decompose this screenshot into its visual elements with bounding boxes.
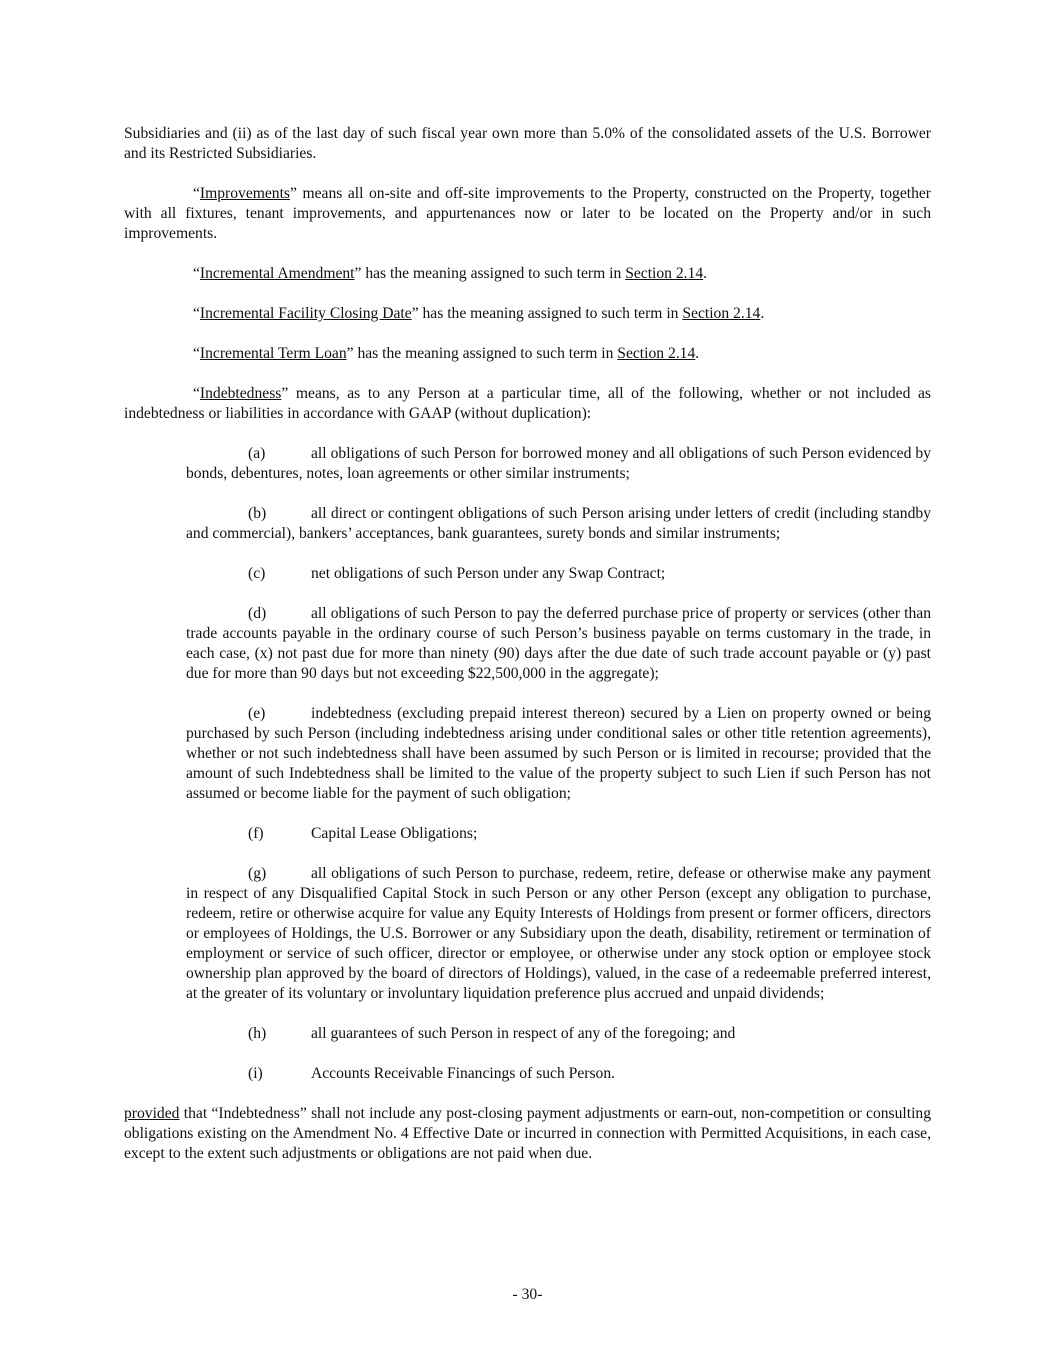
term-incremental-term-loan: Incremental Term Loan	[199, 345, 347, 362]
item-label: (f)	[248, 825, 264, 842]
term-incremental-facility-closing-date: Incremental Facility Closing Date	[199, 305, 412, 322]
term-indebtedness: Indebtedness	[199, 385, 282, 402]
proviso-paragraph: provided that “Indebtedness” shall not include any post-closing payment adjustments or earn-out, non-competition or consulting obligations existing on the Amendment No. 4 Effective Date or incurred in connection with Permitted Acquisitions, in each case, except to the extent such adjustments or obligations are not paid when due.	[124, 1105, 931, 1162]
definition-indebtedness: “Indebtedness” means, as to any Person at a particular time, all of the following, whether or not included as indebtedness or liabilities in accordance with GAAP (without duplication):	[124, 385, 931, 422]
item-label: (b)	[248, 505, 267, 522]
list-item: (h) all guarantees of such Person in respect of any of the foregoing; and	[248, 1025, 736, 1042]
list-item: (b) all direct or contingent obligations of such Person arising under letters of credit (including standby and commercial), bankers’ acceptances, bank guarantees, surety bonds and similar instruments;	[186, 505, 931, 542]
document-page	[124, 124, 931, 1184]
item-label: (i)	[248, 1065, 263, 1082]
item-label: (d)	[248, 605, 267, 622]
list-item: (c) net obligations of such Person under any Swap Contract;	[248, 565, 666, 582]
definition-incremental-facility-closing-date: “Incremental Facility Closing Date” has the meaning assigned to such term in Section 2.14.	[193, 305, 765, 322]
term-incremental-amendment: Incremental Amendment	[199, 265, 355, 282]
definition-incremental-amendment: “Incremental Amendment” has the meaning assigned to such term in Section 2.14.	[193, 265, 708, 282]
definition-improvements: “Improvements” means all on-site and off-site improvements to the Property, constructed on the Property, together with all fixtures, tenant improvements, and appurtenances now or later to be located on the Property and/or in such improvements.	[124, 185, 931, 242]
intro-paragraph: Subsidiaries and (ii) as of the last day of such fiscal year own more than 5.0% of the consolidated assets of the U.S. Borrower and its Restricted Subsidiaries.	[124, 125, 931, 162]
list-item: (g) all obligations of such Person to purchase, redeem, retire, defease or otherwise make any payment in respect of any Disqualified Capital Stock in such Person or any other Person (except any obligation to purchase, redeem, retire or otherwise acquire for value any Equity Interests of Holdings from present or former officers, directors or employees of Holdings, the U.S. Borrower or any Subsidiary upon the death, disability, retirement or termination of employment or service of such officer, director or employee, or otherwise under any stock option or employee stock ownership plan approved by the board of directors of Holdings), valued, in the case of a redeemable preferred interest, at the greater of its voluntary or involuntary liquidation preference plus accrued and unpaid dividends;	[186, 865, 931, 1002]
section-reference: Section 2.14	[625, 265, 704, 282]
section-reference: Section 2.14	[682, 305, 761, 322]
proviso-lead: provided	[124, 1105, 180, 1122]
definition-incremental-term-loan: “Incremental Term Loan” has the meaning assigned to such term in Section 2.14.	[193, 345, 700, 362]
list-item: (d) all obligations of such Person to pay the deferred purchase price of property or services (other than trade accounts payable in the ordinary course of such Person’s business payable on terms customary in the trade, in each case, (x) not past due for more than ninety (90) days after the due date of such trade account payable or (y) past due for more than 90 days but not exceeding $22,500,000 in the aggregate);	[186, 605, 931, 682]
item-label: (e)	[248, 705, 266, 722]
term-improvements: Improvements	[199, 185, 290, 202]
section-reference: Section 2.14	[617, 345, 696, 362]
item-label: (a)	[248, 445, 266, 462]
list-item: (f) Capital Lease Obligations;	[248, 825, 478, 842]
item-label: (c)	[248, 565, 266, 582]
item-label: (h)	[248, 1025, 267, 1042]
list-item: (e) indebtedness (excluding prepaid interest thereon) secured by a Lien on property owned or being purchased by such Person (including indebtedness arising under conditional sales or other title retention agreements), whether or not such indebtedness shall have been assumed by such Person or is limited in recourse; provided that the amount of such Indebtedness shall be limited to the value of the property subject to such Lien if such Person has not assumed or become liable for the payment of such obligation;	[186, 705, 931, 802]
list-item: (a) all obligations of such Person for borrowed money and all obligations of such Person evidenced by bonds, debentures, notes, loan agreements or other similar instruments;	[186, 445, 931, 482]
item-label: (g)	[248, 865, 267, 882]
page-number: - 30-	[512, 1286, 543, 1303]
list-item: (i) Accounts Receivable Financings of such Person.	[248, 1065, 616, 1082]
